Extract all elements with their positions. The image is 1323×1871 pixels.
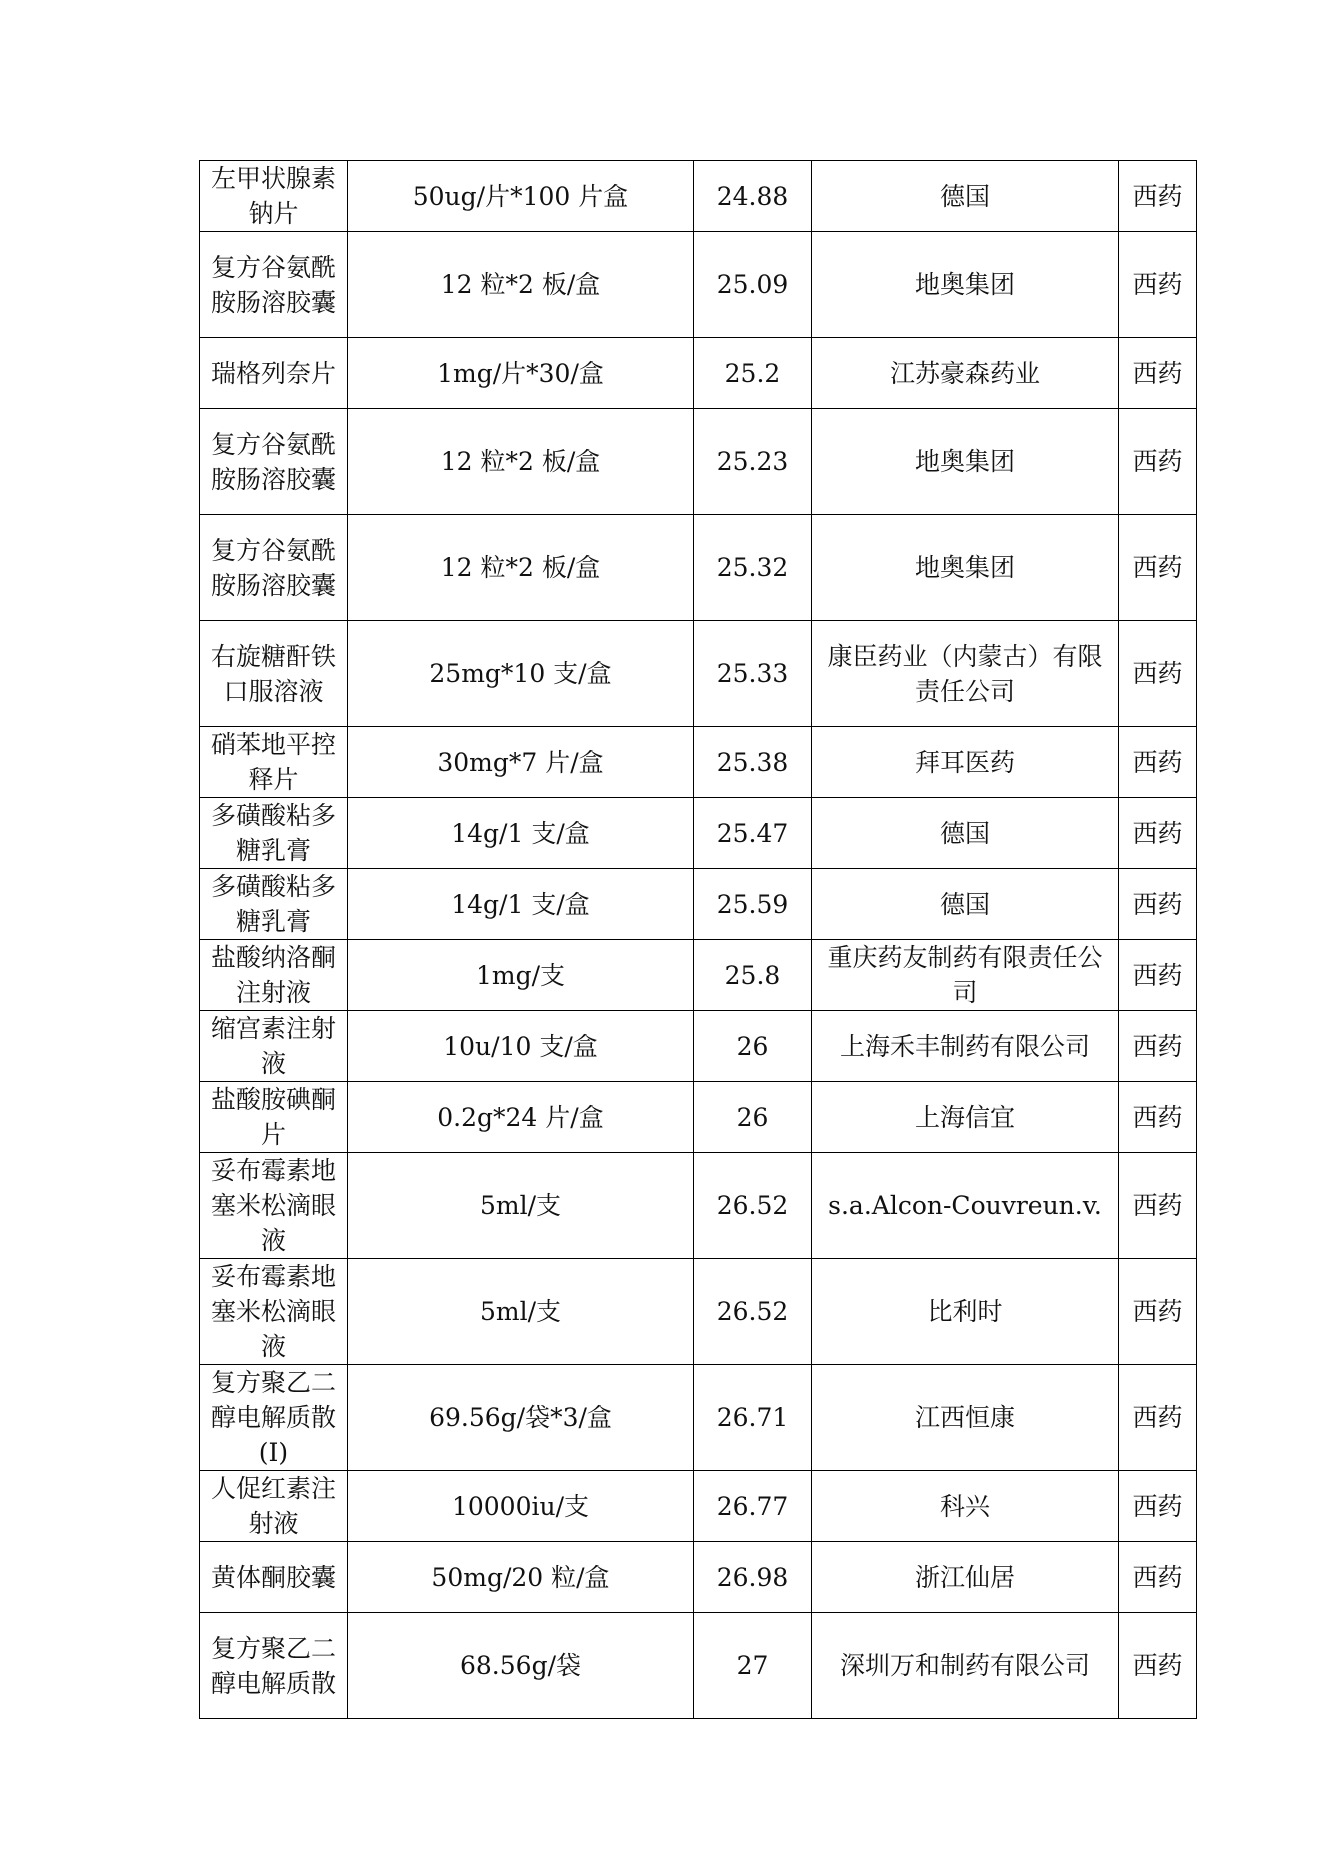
manufacturer-cell: 拜耳医药 xyxy=(812,727,1119,798)
price-cell: 26.71 xyxy=(694,1365,812,1471)
spec-cell: 5ml/支 xyxy=(348,1153,694,1259)
type-cell: 西药 xyxy=(1119,232,1197,338)
manufacturer-cell: 江苏豪森药业 xyxy=(812,338,1119,409)
type-cell: 西药 xyxy=(1119,727,1197,798)
table-row xyxy=(200,1082,1197,1153)
drug-name-cell: 妥布霉素地塞米松滴眼液 xyxy=(200,1259,348,1365)
spec-cell: 5ml/支 xyxy=(348,1259,694,1365)
table-row xyxy=(200,798,1197,869)
drug-name-cell: 硝苯地平控释片 xyxy=(200,727,348,798)
price-cell: 26 xyxy=(694,1011,812,1082)
drug-name-cell: 多磺酸粘多糖乳膏 xyxy=(200,798,348,869)
drug-name-cell: 瑞格列奈片 xyxy=(200,338,348,409)
price-cell: 25.32 xyxy=(694,515,812,621)
type-cell: 西药 xyxy=(1119,161,1197,232)
type-cell: 西药 xyxy=(1119,798,1197,869)
spec-cell: 25mg*10 支/盒 xyxy=(348,621,694,727)
manufacturer-cell: 深圳万和制药有限公司 xyxy=(812,1613,1119,1719)
table-row xyxy=(200,869,1197,940)
table-row xyxy=(200,161,1197,232)
type-cell: 西药 xyxy=(1119,621,1197,727)
spec-cell: 10u/10 支/盒 xyxy=(348,1011,694,1082)
type-cell: 西药 xyxy=(1119,940,1197,1011)
drug-name-cell: 复方谷氨酰胺肠溶胶囊 xyxy=(200,409,348,515)
drug-name-cell: 右旋糖酐铁口服溶液 xyxy=(200,621,348,727)
drug-name-cell: 复方谷氨酰胺肠溶胶囊 xyxy=(200,515,348,621)
price-cell: 26.52 xyxy=(694,1259,812,1365)
type-cell: 西药 xyxy=(1119,1259,1197,1365)
spec-cell: 12 粒*2 板/盒 xyxy=(348,232,694,338)
drug-name-cell: 盐酸纳洛酮注射液 xyxy=(200,940,348,1011)
drug-name-cell: 复方聚乙二醇电解质散(I) xyxy=(200,1365,348,1471)
spec-cell: 14g/1 支/盒 xyxy=(348,869,694,940)
manufacturer-cell: 地奥集团 xyxy=(812,232,1119,338)
drug-name-cell: 复方聚乙二醇电解质散 xyxy=(200,1613,348,1719)
table-row xyxy=(200,1613,1197,1719)
table-row xyxy=(200,232,1197,338)
spec-cell: 1mg/片*30/盒 xyxy=(348,338,694,409)
table-row xyxy=(200,338,1197,409)
table-row xyxy=(200,940,1197,1011)
price-cell: 25.33 xyxy=(694,621,812,727)
manufacturer-cell: 上海信宜 xyxy=(812,1082,1119,1153)
table-row xyxy=(200,1365,1197,1471)
manufacturer-cell: 德国 xyxy=(812,798,1119,869)
drug-price-table xyxy=(199,160,1197,1719)
type-cell: 西药 xyxy=(1119,1011,1197,1082)
spec-cell: 50ug/片*100 片盒 xyxy=(348,161,694,232)
spec-cell: 0.2g*24 片/盒 xyxy=(348,1082,694,1153)
price-cell: 27 xyxy=(694,1613,812,1719)
spec-cell: 1mg/支 xyxy=(348,940,694,1011)
table-row xyxy=(200,727,1197,798)
table-row xyxy=(200,409,1197,515)
table-row xyxy=(200,621,1197,727)
price-cell: 25.47 xyxy=(694,798,812,869)
type-cell: 西药 xyxy=(1119,409,1197,515)
spec-cell: 12 粒*2 板/盒 xyxy=(348,515,694,621)
price-cell: 25.09 xyxy=(694,232,812,338)
price-cell: 26.52 xyxy=(694,1153,812,1259)
manufacturer-cell: 江西恒康 xyxy=(812,1365,1119,1471)
spec-cell: 12 粒*2 板/盒 xyxy=(348,409,694,515)
spec-cell: 50mg/20 粒/盒 xyxy=(348,1542,694,1613)
type-cell: 西药 xyxy=(1119,1153,1197,1259)
price-cell: 25.2 xyxy=(694,338,812,409)
table-row xyxy=(200,515,1197,621)
manufacturer-cell: 德国 xyxy=(812,161,1119,232)
drug-name-cell: 黄体酮胶囊 xyxy=(200,1542,348,1613)
manufacturer-cell: 地奥集团 xyxy=(812,409,1119,515)
type-cell: 西药 xyxy=(1119,515,1197,621)
type-cell: 西药 xyxy=(1119,1542,1197,1613)
spec-cell: 69.56g/袋*3/盒 xyxy=(348,1365,694,1471)
price-cell: 26.98 xyxy=(694,1542,812,1613)
table-row xyxy=(200,1471,1197,1542)
drug-name-cell: 盐酸胺碘酮片 xyxy=(200,1082,348,1153)
spec-cell: 68.56g/袋 xyxy=(348,1613,694,1719)
table-row xyxy=(200,1153,1197,1259)
type-cell: 西药 xyxy=(1119,1613,1197,1719)
table-row xyxy=(200,1542,1197,1613)
spec-cell: 10000iu/支 xyxy=(348,1471,694,1542)
manufacturer-cell: 地奥集团 xyxy=(812,515,1119,621)
type-cell: 西药 xyxy=(1119,869,1197,940)
spec-cell: 30mg*7 片/盒 xyxy=(348,727,694,798)
drug-name-cell: 人促红素注射液 xyxy=(200,1471,348,1542)
type-cell: 西药 xyxy=(1119,1082,1197,1153)
drug-name-cell: 缩宫素注射液 xyxy=(200,1011,348,1082)
spec-cell: 14g/1 支/盒 xyxy=(348,798,694,869)
type-cell: 西药 xyxy=(1119,1365,1197,1471)
manufacturer-cell: 康臣药业（内蒙古）有限责任公司 xyxy=(812,621,1119,727)
drug-name-cell: 多磺酸粘多糖乳膏 xyxy=(200,869,348,940)
type-cell: 西药 xyxy=(1119,338,1197,409)
manufacturer-cell: 科兴 xyxy=(812,1471,1119,1542)
table-row xyxy=(200,1011,1197,1082)
price-cell: 26.77 xyxy=(694,1471,812,1542)
manufacturer-cell: s.a.Alcon-Couvreun.v. xyxy=(812,1153,1119,1259)
price-cell: 24.88 xyxy=(694,161,812,232)
manufacturer-cell: 上海禾丰制药有限公司 xyxy=(812,1011,1119,1082)
price-cell: 25.59 xyxy=(694,869,812,940)
price-cell: 25.38 xyxy=(694,727,812,798)
drug-name-cell: 妥布霉素地塞米松滴眼液 xyxy=(200,1153,348,1259)
price-cell: 26 xyxy=(694,1082,812,1153)
drug-name-cell: 复方谷氨酰胺肠溶胶囊 xyxy=(200,232,348,338)
price-cell: 25.8 xyxy=(694,940,812,1011)
manufacturer-cell: 重庆药友制药有限责任公司 xyxy=(812,940,1119,1011)
table-row xyxy=(200,1259,1197,1365)
drug-name-cell: 左甲状腺素钠片 xyxy=(200,161,348,232)
type-cell: 西药 xyxy=(1119,1471,1197,1542)
manufacturer-cell: 浙江仙居 xyxy=(812,1542,1119,1613)
price-cell: 25.23 xyxy=(694,409,812,515)
manufacturer-cell: 德国 xyxy=(812,869,1119,940)
manufacturer-cell: 比利时 xyxy=(812,1259,1119,1365)
